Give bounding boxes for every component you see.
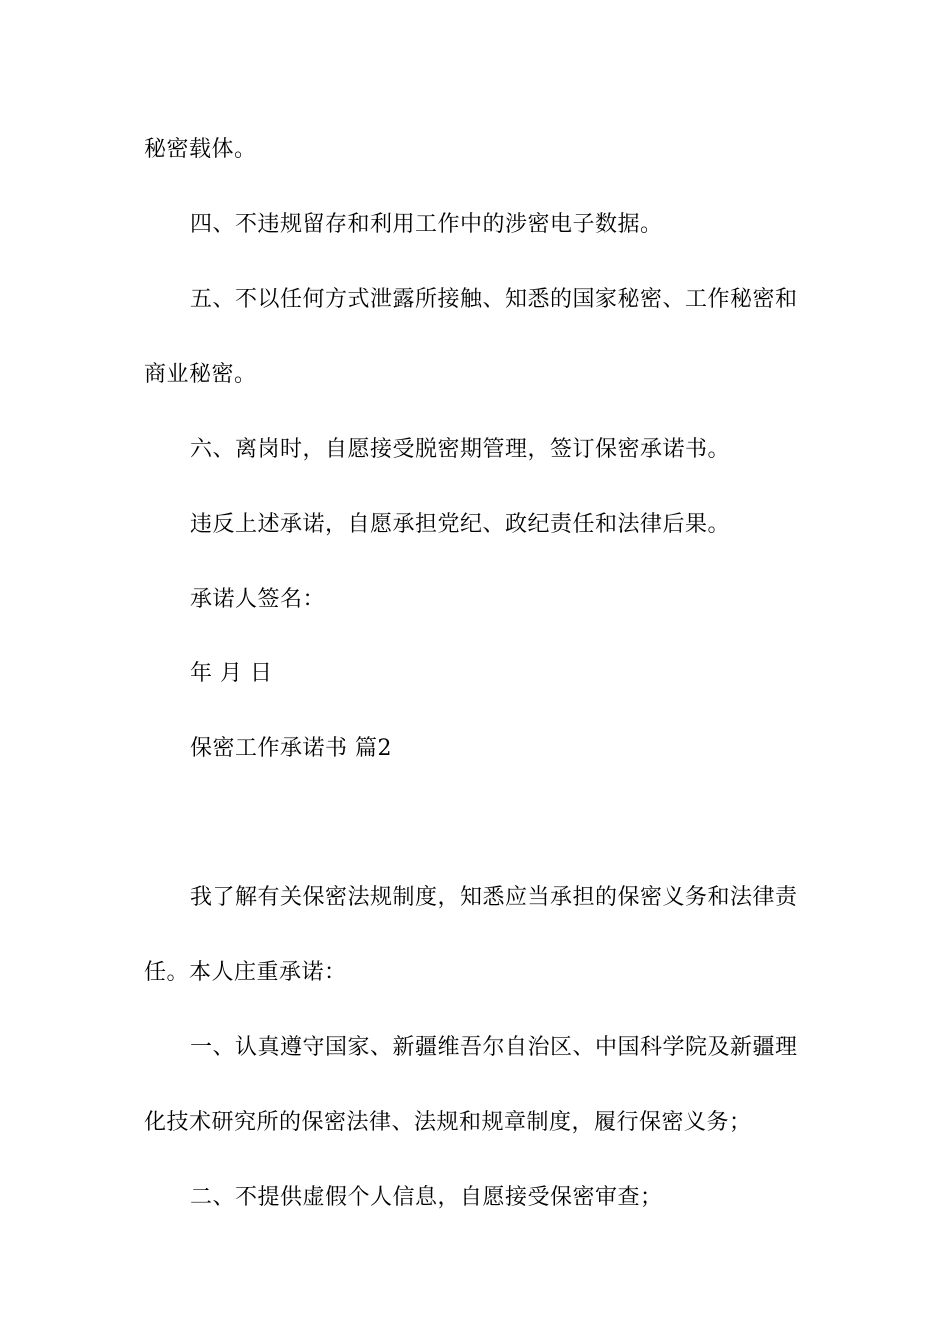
paragraph-line-2: 四、不违规留存和利用工作中的涉密电子数据。 xyxy=(190,212,663,237)
paragraph-line-6: 违反上述承诺，自愿承担党纪、政纪责任和法律后果。 xyxy=(190,512,731,537)
paragraph-line-12: 一、认真遵守国家、新疆维吾尔自治区、中国科学院及新疆理 xyxy=(190,1035,798,1060)
paragraph-line-1: 秘密载体。 xyxy=(144,137,257,162)
paragraph-line-5: 六、离岗时，自愿接受脱密期管理，签订保密承诺书。 xyxy=(190,437,731,462)
date-line: 年 月 日 xyxy=(190,661,273,686)
section-heading: 保密工作承诺书 篇2 xyxy=(190,736,392,761)
paragraph-line-3: 五、不以任何方式泄露所接触、知悉的国家秘密、工作秘密和 xyxy=(190,287,798,312)
paragraph-line-13: 化技术研究所的保密法律、法规和规章制度，履行保密义务； xyxy=(144,1110,752,1135)
paragraph-line-10: 我了解有关保密法规制度，知悉应当承担的保密义务和法律责 xyxy=(190,885,798,910)
signature-label: 承诺人签名： xyxy=(190,587,326,612)
paragraph-line-4: 商业秘密。 xyxy=(144,362,257,387)
paragraph-line-14: 二、不提供虚假个人信息，自愿接受保密审查； xyxy=(190,1185,663,1210)
paragraph-line-11: 任。本人庄重承诺： xyxy=(144,960,347,985)
